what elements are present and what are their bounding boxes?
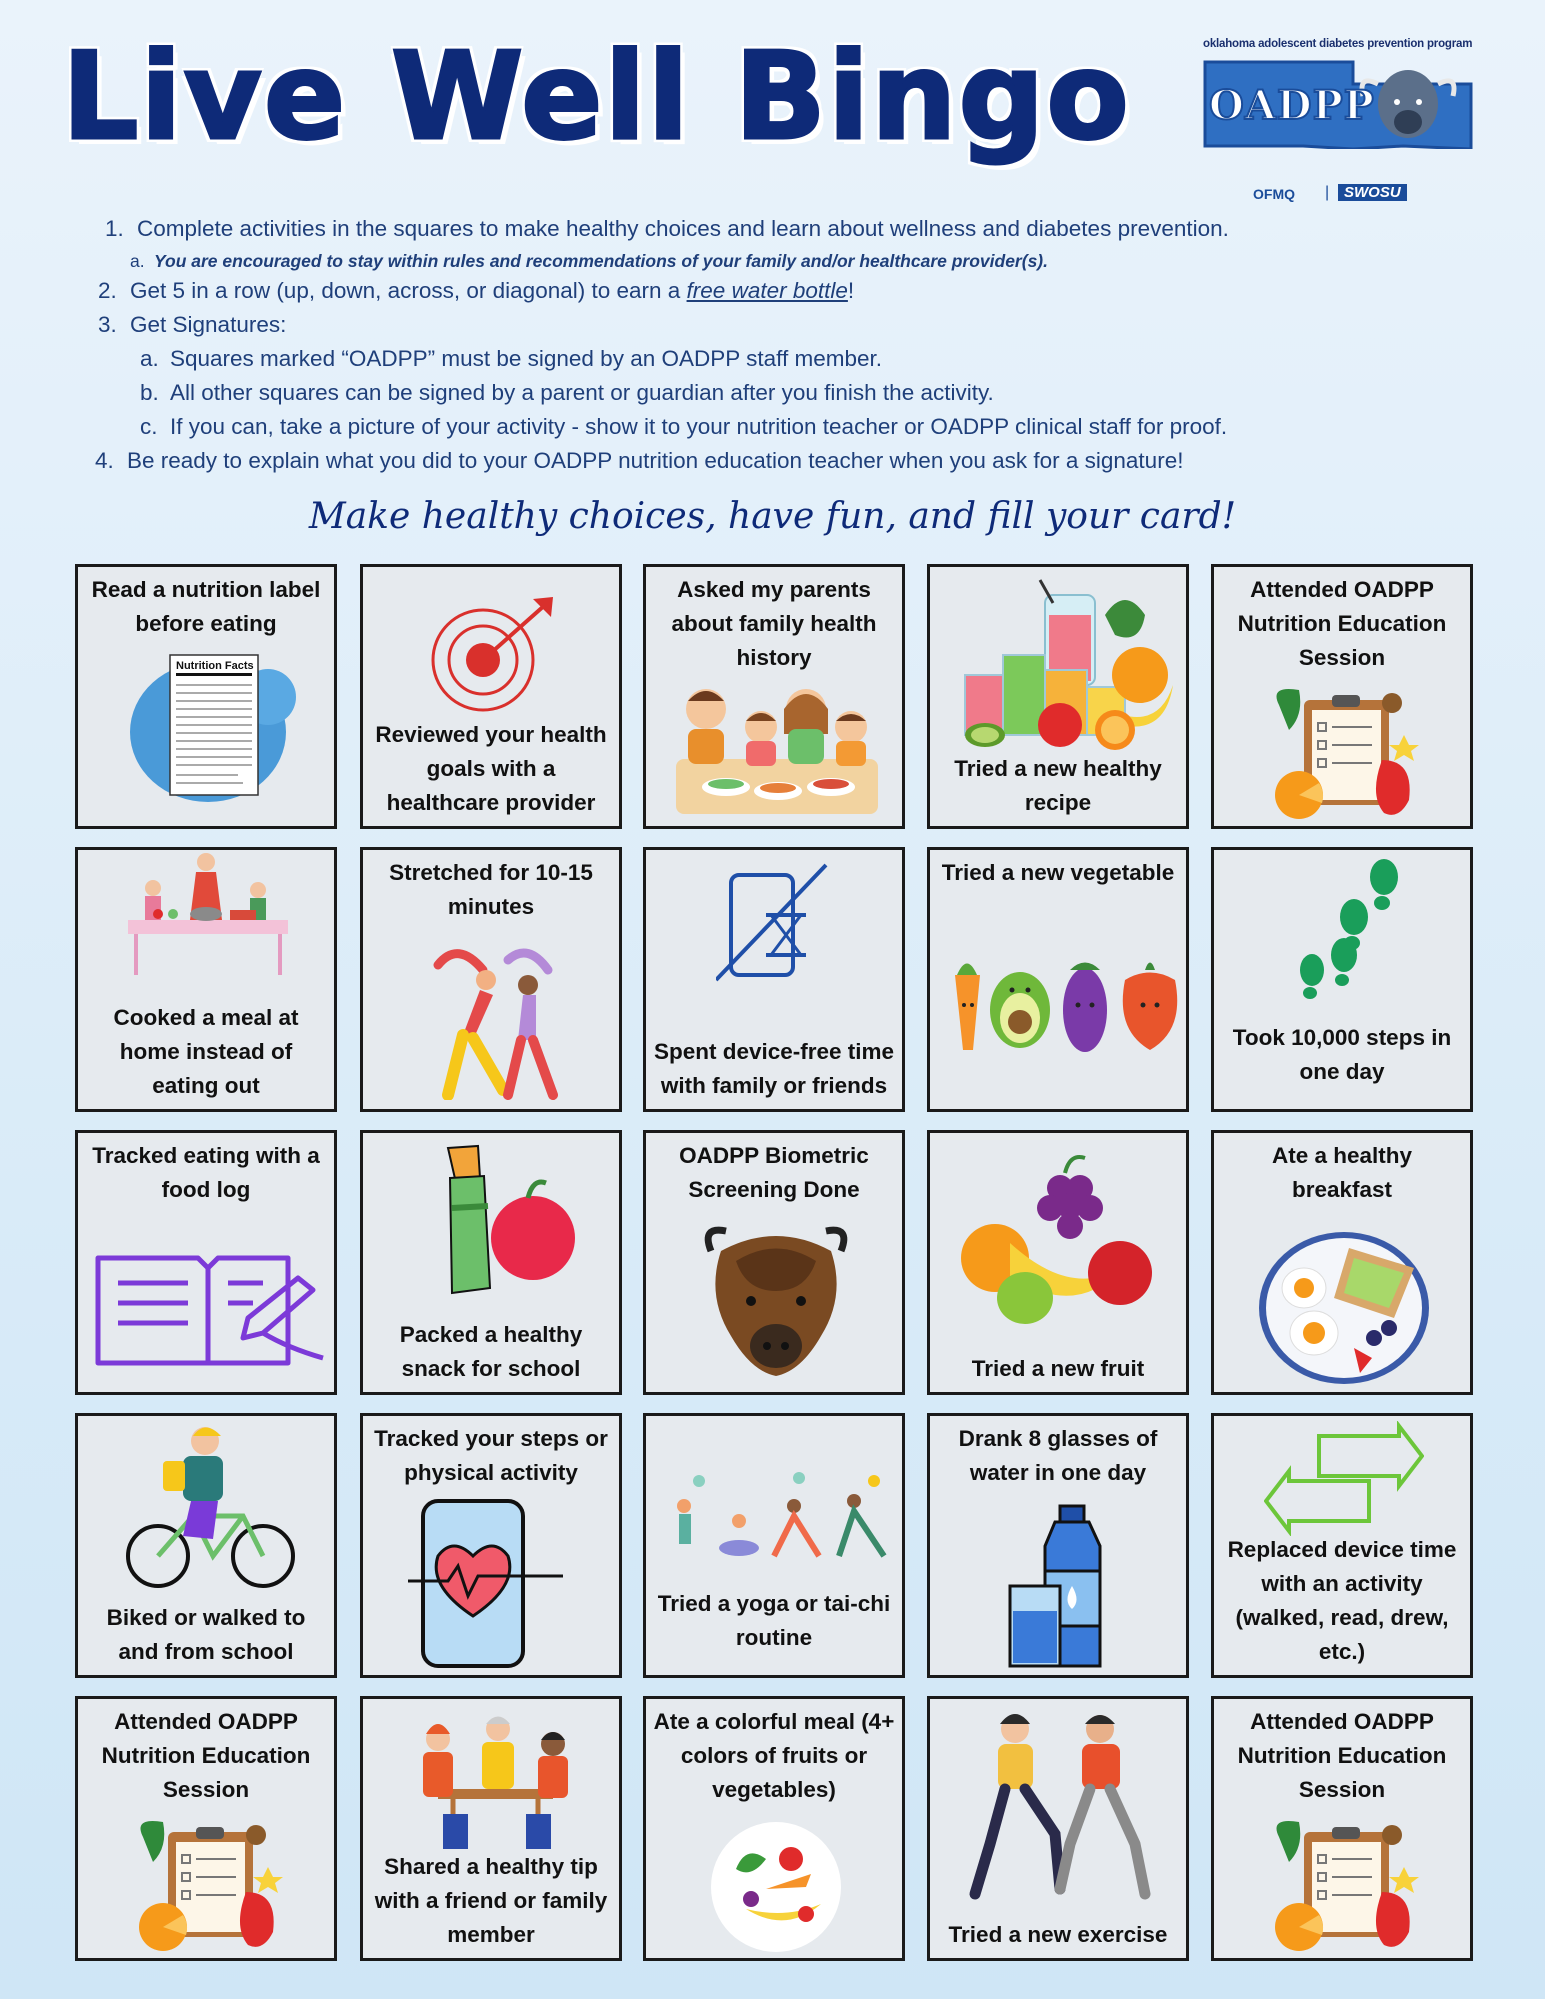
no-phone-icon (716, 860, 836, 985)
rule-number: a. (140, 346, 159, 371)
bingo-square-biked-walked[interactable] (75, 1413, 337, 1678)
square-label: Attended OADPP Nutrition Education Session (1237, 577, 1447, 670)
rule-3a (140, 346, 882, 372)
clipboard-food-icon (1264, 685, 1424, 820)
fruit-basket-icon (950, 1148, 1175, 1333)
swap-arrows-icon (1264, 1421, 1424, 1536)
bingo-square-health-goals[interactable] (360, 564, 622, 829)
bingo-square-healthy-snack[interactable] (360, 1130, 622, 1395)
stretching-icon (408, 940, 583, 1100)
snack-apple-icon (408, 1138, 583, 1303)
partner-swosu: SWOSU (1338, 184, 1407, 201)
bingo-square-healthy-recipe[interactable] (927, 564, 1189, 829)
bingo-square-oadpp-session-3[interactable] (1211, 1696, 1473, 1961)
exercise-icon (960, 1704, 1160, 1904)
square-label: Reviewed your health goals with a healthcare provider (375, 722, 607, 815)
square-label: Packed a healthy snack for school (399, 1322, 583, 1381)
bingo-square-cooked-meal[interactable] (75, 847, 337, 1112)
rule-3b (140, 380, 994, 406)
rule-2 (98, 278, 854, 304)
square-label: Replaced device time with an activity (walked, read, drew, etc.) (1227, 1537, 1457, 1664)
square-label: Attended OADPP Nutrition Education Session (1237, 1709, 1447, 1802)
free-water-bottle-link: free water bottle (686, 278, 848, 303)
square-label: Tried a new healthy recipe (954, 756, 1162, 815)
bingo-square-biometric[interactable] (643, 1130, 905, 1395)
family-cooking-icon (118, 850, 298, 985)
target-icon (423, 595, 563, 715)
bingo-square-new-exercise[interactable] (927, 1696, 1189, 1961)
square-label: Asked my parents about family health history (671, 577, 877, 670)
rule-text-end: ! (847, 278, 855, 303)
family-meal-icon (666, 679, 888, 819)
square-label: Took 10,000 steps in one day (1232, 1025, 1452, 1084)
square-label: Tried a new fruit (971, 1356, 1145, 1381)
clipboard-food-icon (128, 1817, 288, 1952)
rule-text: If you can, take a picture of your activity - show it to your nutrition teacher or OADPP clinical staff for proof. (170, 414, 1228, 439)
rule-text: Get Signatures: (130, 312, 287, 337)
bingo-square-oadpp-session-2[interactable] (75, 1696, 337, 1961)
bingo-square-food-log[interactable] (75, 1130, 337, 1395)
bingo-square-colorful-meal[interactable] (643, 1696, 905, 1961)
rule-text: Complete activities in the squares to make healthy choices and learn about wellness and diabetes prevention. (137, 216, 1229, 241)
rule-number: b. (140, 380, 159, 405)
rule-number: c. (140, 414, 158, 439)
square-label: Ate a colorful meal (4+ colors of fruits or vegetables) (653, 1709, 895, 1802)
bison-icon (701, 1221, 851, 1381)
bingo-square-stretched[interactable] (360, 847, 622, 1112)
nutrition-label-icon (118, 647, 298, 807)
rule-1 (105, 216, 1229, 242)
phone-heart-icon (408, 1496, 583, 1671)
partner-ofmq: OFMQ (1253, 186, 1295, 202)
breakfast-plate-icon (1254, 1228, 1434, 1388)
rule-text: Be ready to explain what you did to your OADPP nutrition education teacher when you ask for a signature! (127, 448, 1184, 473)
square-label: Tried a new vegetable (941, 860, 1175, 885)
square-label: Spent device-free time with family or friends (653, 1039, 895, 1098)
bingo-square-new-fruit[interactable] (927, 1130, 1189, 1395)
bingo-square-family-history[interactable] (643, 564, 905, 829)
clipboard-food-icon (1264, 1817, 1424, 1952)
tagline: Make healthy choices, have fun, and fill your card! (308, 496, 1237, 537)
rule-number: 3. (98, 312, 117, 337)
square-label: Stretched for 10-15 minutes (389, 860, 593, 919)
rule-4 (95, 448, 1183, 474)
rule-3c (140, 414, 1227, 440)
rule-text: All other squares can be signed by a parent or guardian after you finish the activity. (170, 380, 994, 405)
rule-3 (98, 312, 286, 338)
square-label: Tried a new exercise (948, 1922, 1168, 1947)
square-label: Read a nutrition label before eating (91, 577, 321, 636)
rule-1a (130, 251, 1048, 272)
vegetables-icon (935, 950, 1185, 1070)
bingo-square-new-vegetable[interactable] (927, 847, 1189, 1112)
bingo-square-healthy-breakfast[interactable] (1211, 1130, 1473, 1395)
bingo-square-yoga[interactable] (643, 1413, 905, 1678)
square-label: Shared a healthy tip with a friend or family member (374, 1854, 608, 1947)
rule-number: 1. (105, 216, 124, 241)
bingo-square-device-free[interactable] (643, 847, 905, 1112)
smoothie-fruits-icon (945, 575, 1177, 750)
square-label: Biked or walked to and from school (106, 1605, 306, 1664)
food-log-icon (88, 1238, 328, 1378)
rule-number: 2. (98, 278, 117, 303)
nutrition-facts-heading: Nutrition Facts (176, 660, 254, 672)
bingo-square-10000-steps[interactable] (1211, 847, 1473, 1112)
square-label: Tried a yoga or tai-chi routine (657, 1591, 891, 1650)
water-bottle-icon (1005, 1501, 1120, 1671)
square-label: Attended OADPP Nutrition Education Session (101, 1709, 311, 1802)
page-title: Live Well Bingo (62, 28, 1131, 167)
bingo-square-shared-tip[interactable] (360, 1696, 622, 1961)
colorful-plate-icon (706, 1819, 846, 1954)
bingo-square-tracked-steps[interactable] (360, 1413, 622, 1678)
logo-tagline: oklahoma adolescent diabetes prevention program (1203, 38, 1473, 50)
partner-separator: | (1325, 184, 1330, 201)
bicycle-icon (123, 1421, 298, 1591)
rule-number: a. (130, 251, 145, 271)
square-label: Drank 8 glasses of water in one day (958, 1426, 1158, 1485)
bingo-square-water[interactable] (927, 1413, 1189, 1678)
square-label: OADPP Biometric Screening Done (679, 1143, 869, 1202)
square-label: Tracked your steps or physical activity (374, 1426, 608, 1485)
square-label: Cooked a meal at home instead of eating out (113, 1005, 299, 1098)
rule-text: You are encouraged to stay within rules and recommendations of your family and/or healthcare provider(s). (154, 251, 1048, 271)
rule-text: Get 5 in a row (up, down, across, or diagonal) to earn a (130, 278, 687, 303)
oadpp-logo (1203, 38, 1475, 202)
square-label: Ate a healthy breakfast (1271, 1143, 1413, 1202)
logo-name: OADPP (1209, 82, 1375, 129)
square-label: Tracked eating with a food log (92, 1143, 320, 1202)
bingo-square-nutrition-label[interactable] (75, 564, 337, 829)
footprints-icon (1284, 855, 1414, 1005)
rule-text: Squares marked “OADPP” must be signed by an OADPP staff member. (170, 346, 882, 371)
rule-number: 4. (95, 448, 114, 473)
friends-table-icon (408, 1704, 583, 1854)
bingo-square-replaced-device[interactable] (1211, 1413, 1473, 1678)
yoga-icon (654, 1466, 899, 1566)
bingo-square-oadpp-session-1[interactable] (1211, 564, 1473, 829)
